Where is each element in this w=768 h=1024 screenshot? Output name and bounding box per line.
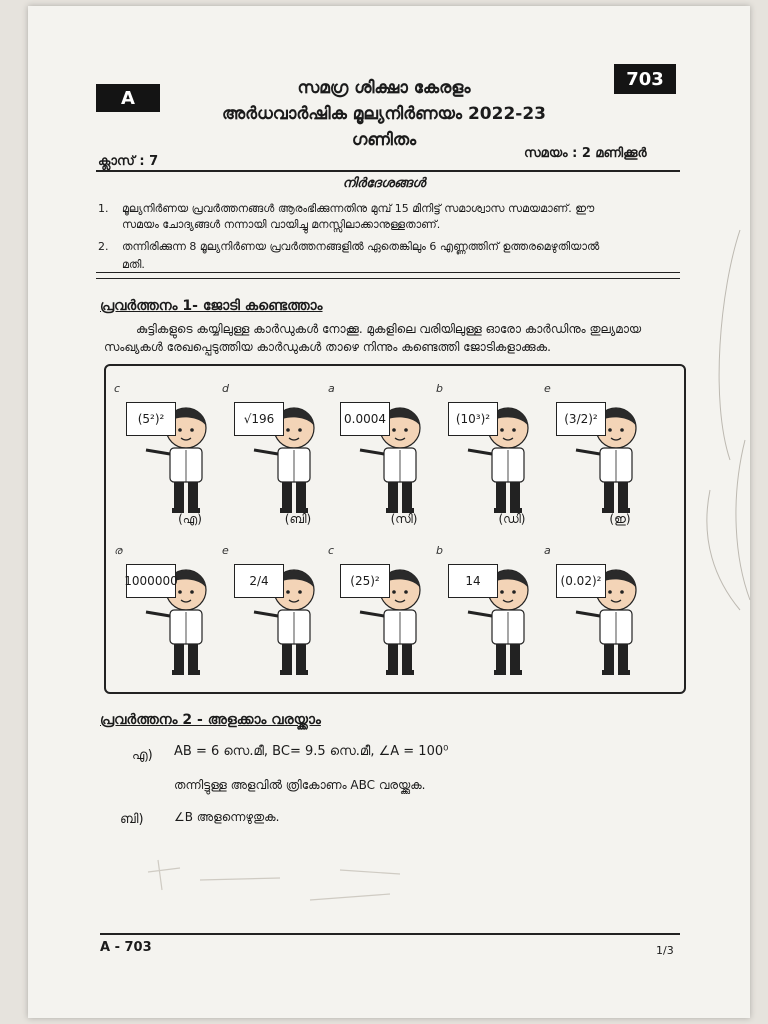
org-title: സമഗ്ര ശിക്ഷാ കേരളം — [297, 78, 471, 98]
bottom-card-1: 1000000 — [126, 564, 176, 598]
footer-rule — [100, 933, 680, 935]
top-handwritten-mark-3: a — [328, 382, 335, 395]
bottom-handwritten-mark-4: b — [436, 544, 443, 557]
card-caption-1: (എ) — [178, 512, 202, 526]
top-handwritten-mark-4: b — [436, 382, 443, 395]
time-label: സമയം : 2 മണിക്കൂർ — [524, 146, 647, 161]
margin-pencil-lines — [690, 200, 760, 620]
top-card-3: 0.0004 — [340, 402, 390, 436]
bottom-handwritten-mark-3: c — [328, 544, 335, 557]
footer-code: A - 703 — [100, 940, 152, 955]
card-caption-5: (ഇ) — [609, 512, 631, 526]
class-label: ക്ലാസ് : 7 — [98, 154, 159, 169]
footer-page: 1/3 — [656, 944, 674, 957]
exam-title: അർധവാർഷിക മൂല്യനിർണയം 2022-23 — [222, 104, 546, 124]
bottom-card-4: 14 — [448, 564, 498, 598]
bottom-card-2: 2/4 — [234, 564, 284, 598]
top-handwritten-mark-1: c — [114, 382, 121, 395]
instruction-2-num: 2. — [98, 240, 109, 253]
activity-2-a-text: AB = 6 സെ.മീ, BC= 9.5 സെ.മീ, ∠A = 100⁰ — [174, 744, 449, 759]
instruction-1-line1: മൂല്യനിർണയ പ്രവർത്തനങ്ങൾ ആരംഭിക്കുന്നതിനു മുമ്പ് 15 മിനിട്ട് സമാശ്വാസ സമയമാണ്. ഈ — [122, 202, 595, 215]
top-card-5: (3/2)² — [556, 402, 606, 436]
pencil-scribbles — [140, 850, 420, 920]
instruction-1-num: 1. — [98, 202, 109, 215]
bottom-handwritten-mark-2: e — [222, 544, 229, 557]
top-card-2: √196 — [234, 402, 284, 436]
instructions-rule-2 — [96, 278, 680, 279]
top-card-4: (10³)² — [448, 402, 498, 436]
subject-title: ഗണിതം — [351, 130, 417, 150]
activity-1-desc-line1: കുട്ടികളുടെ കയ്യിലുള്ള കാർഡുകൾ നോക്കൂ. മുകളിലെ വരിയിലുള്ള ഓരോ കാർഡിനും തുല്യമായ — [136, 322, 642, 336]
card-caption-3: (സി) — [390, 512, 418, 526]
instructions-title: നിർദേശങ്ങൾ — [342, 176, 426, 191]
top-handwritten-mark-2: d — [222, 382, 229, 395]
activity-1-desc-line2: സംഖ്യകൾ രേഖപ്പെടുത്തിയ കാർഡുകൾ താഴെ നിന്നും കണ്ടെത്തി ജോടികളാക്കുക. — [104, 340, 551, 354]
instruction-2-line2: മതി. — [122, 258, 145, 271]
instruction-1-line2: സമയം ചോദ്യങ്ങൾ നന്നായി വായിച്ചു മനസ്സിലാക്കാനുള്ളതാണ്. — [122, 218, 441, 231]
top-handwritten-mark-5: e — [544, 382, 551, 395]
bottom-card-5: (0.02)² — [556, 564, 606, 598]
set-code-badge: A — [96, 84, 160, 112]
header-rule — [96, 170, 680, 172]
bottom-handwritten-mark-5: a — [544, 544, 551, 557]
top-card-1: (5²)² — [126, 402, 176, 436]
activity-2-b-label: ബി) — [120, 812, 144, 827]
card-caption-4: (ഡി) — [498, 512, 526, 526]
instruction-2-line1: തന്നിരിക്കുന്ന 8 മൂല്യനിർണയ പ്രവർത്തനങ്ങളിൽ ഏതെങ്കിലും 6 എണ്ണത്തിന് ഉത്തരമെഴുതിയാൽ — [122, 240, 600, 253]
instructions-rule-1 — [96, 272, 680, 273]
activity-2-a-text2: തന്നിട്ടുള്ള അളവിൽ ത്രികോണം ABC വരയ്ക്കുക. — [174, 778, 426, 792]
activity-1-title: പ്രവർത്തനം 1- ജോടി കണ്ടെത്താം — [100, 298, 323, 314]
activity-2-title: പ്രവർത്തനം 2 - അളക്കാം വരയ്ക്കാം — [100, 712, 321, 728]
bottom-card-3: (25)² — [340, 564, 390, 598]
activity-2-b-text: ∠B അളന്നെഴുതുക. — [174, 810, 280, 824]
paper-number-badge: 703 — [614, 64, 676, 94]
bottom-handwritten-mark-1: ര — [114, 544, 122, 557]
activity-2-a-label: എ) — [132, 748, 153, 763]
card-caption-2: (ബി) — [284, 512, 312, 526]
